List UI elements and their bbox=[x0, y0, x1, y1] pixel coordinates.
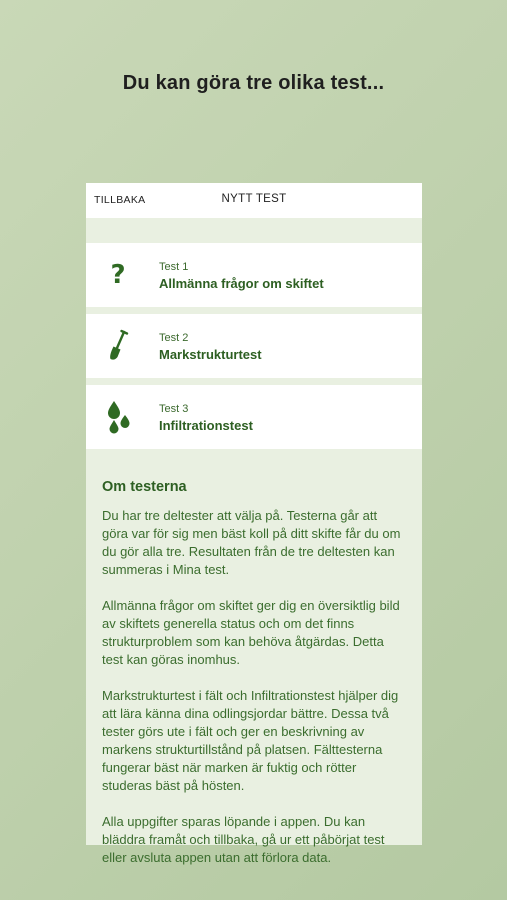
about-paragraph: Alla uppgifter sparas löpande i appen. Du kan bläddra framåt och tillbaka, gå ur ett påbörjat test eller avsluta appen utan att förlora data. bbox=[102, 814, 385, 865]
test-item-3[interactable] bbox=[86, 385, 422, 449]
navigation-bar bbox=[86, 183, 422, 218]
water-drops-icon bbox=[106, 399, 130, 435]
test-number: Test 3 bbox=[159, 403, 189, 415]
test-number: Test 1 bbox=[159, 261, 189, 273]
test-name: Markstrukturtest bbox=[159, 347, 262, 362]
test-item-2[interactable] bbox=[86, 314, 422, 378]
spacer bbox=[86, 218, 422, 243]
about-title: Om testerna bbox=[102, 479, 187, 495]
phone-screen bbox=[86, 183, 422, 865]
test-item-1[interactable] bbox=[86, 243, 422, 307]
about-paragraph: Markstrukturtest i fält och Infiltrationstest hjälper dig att lära känna dina odlingsjordar bättre. Dessa två tester görs ute i fält och ger en beskrivning av markens strukturtillstånd på platsen. Fälttesterna fungerar bäst när marken är fuktig och rötter studeras bäst på hösten. bbox=[102, 688, 399, 793]
question-mark-icon: ? bbox=[110, 260, 126, 290]
test-name: Infiltrationstest bbox=[159, 418, 253, 433]
back-button[interactable]: TILLBAKA bbox=[94, 194, 146, 206]
test-number: Test 2 bbox=[159, 332, 189, 344]
shovel-icon bbox=[106, 328, 130, 364]
about-paragraph: Du har tre deltester att välja på. Testerna går att göra var för sig men bäst koll på ditt skifte får du om du gör alla tre. Resultaten från de tre deltesten kan summeras i Mina test. bbox=[102, 508, 401, 577]
headline: Du kan göra tre olika test... bbox=[122, 72, 385, 94]
about-paragraph: Allmänna frågor om skiftet ger dig en översiktlig bild av skiftets generella status och om det finns strukturproblem som kan behöva åtgärdas. Detta test kan göras inomhus. bbox=[102, 598, 400, 667]
about-section bbox=[86, 456, 422, 867]
screen-title: NYTT TEST bbox=[221, 193, 287, 205]
test-name: Allmänna frågor om skiftet bbox=[159, 276, 324, 291]
